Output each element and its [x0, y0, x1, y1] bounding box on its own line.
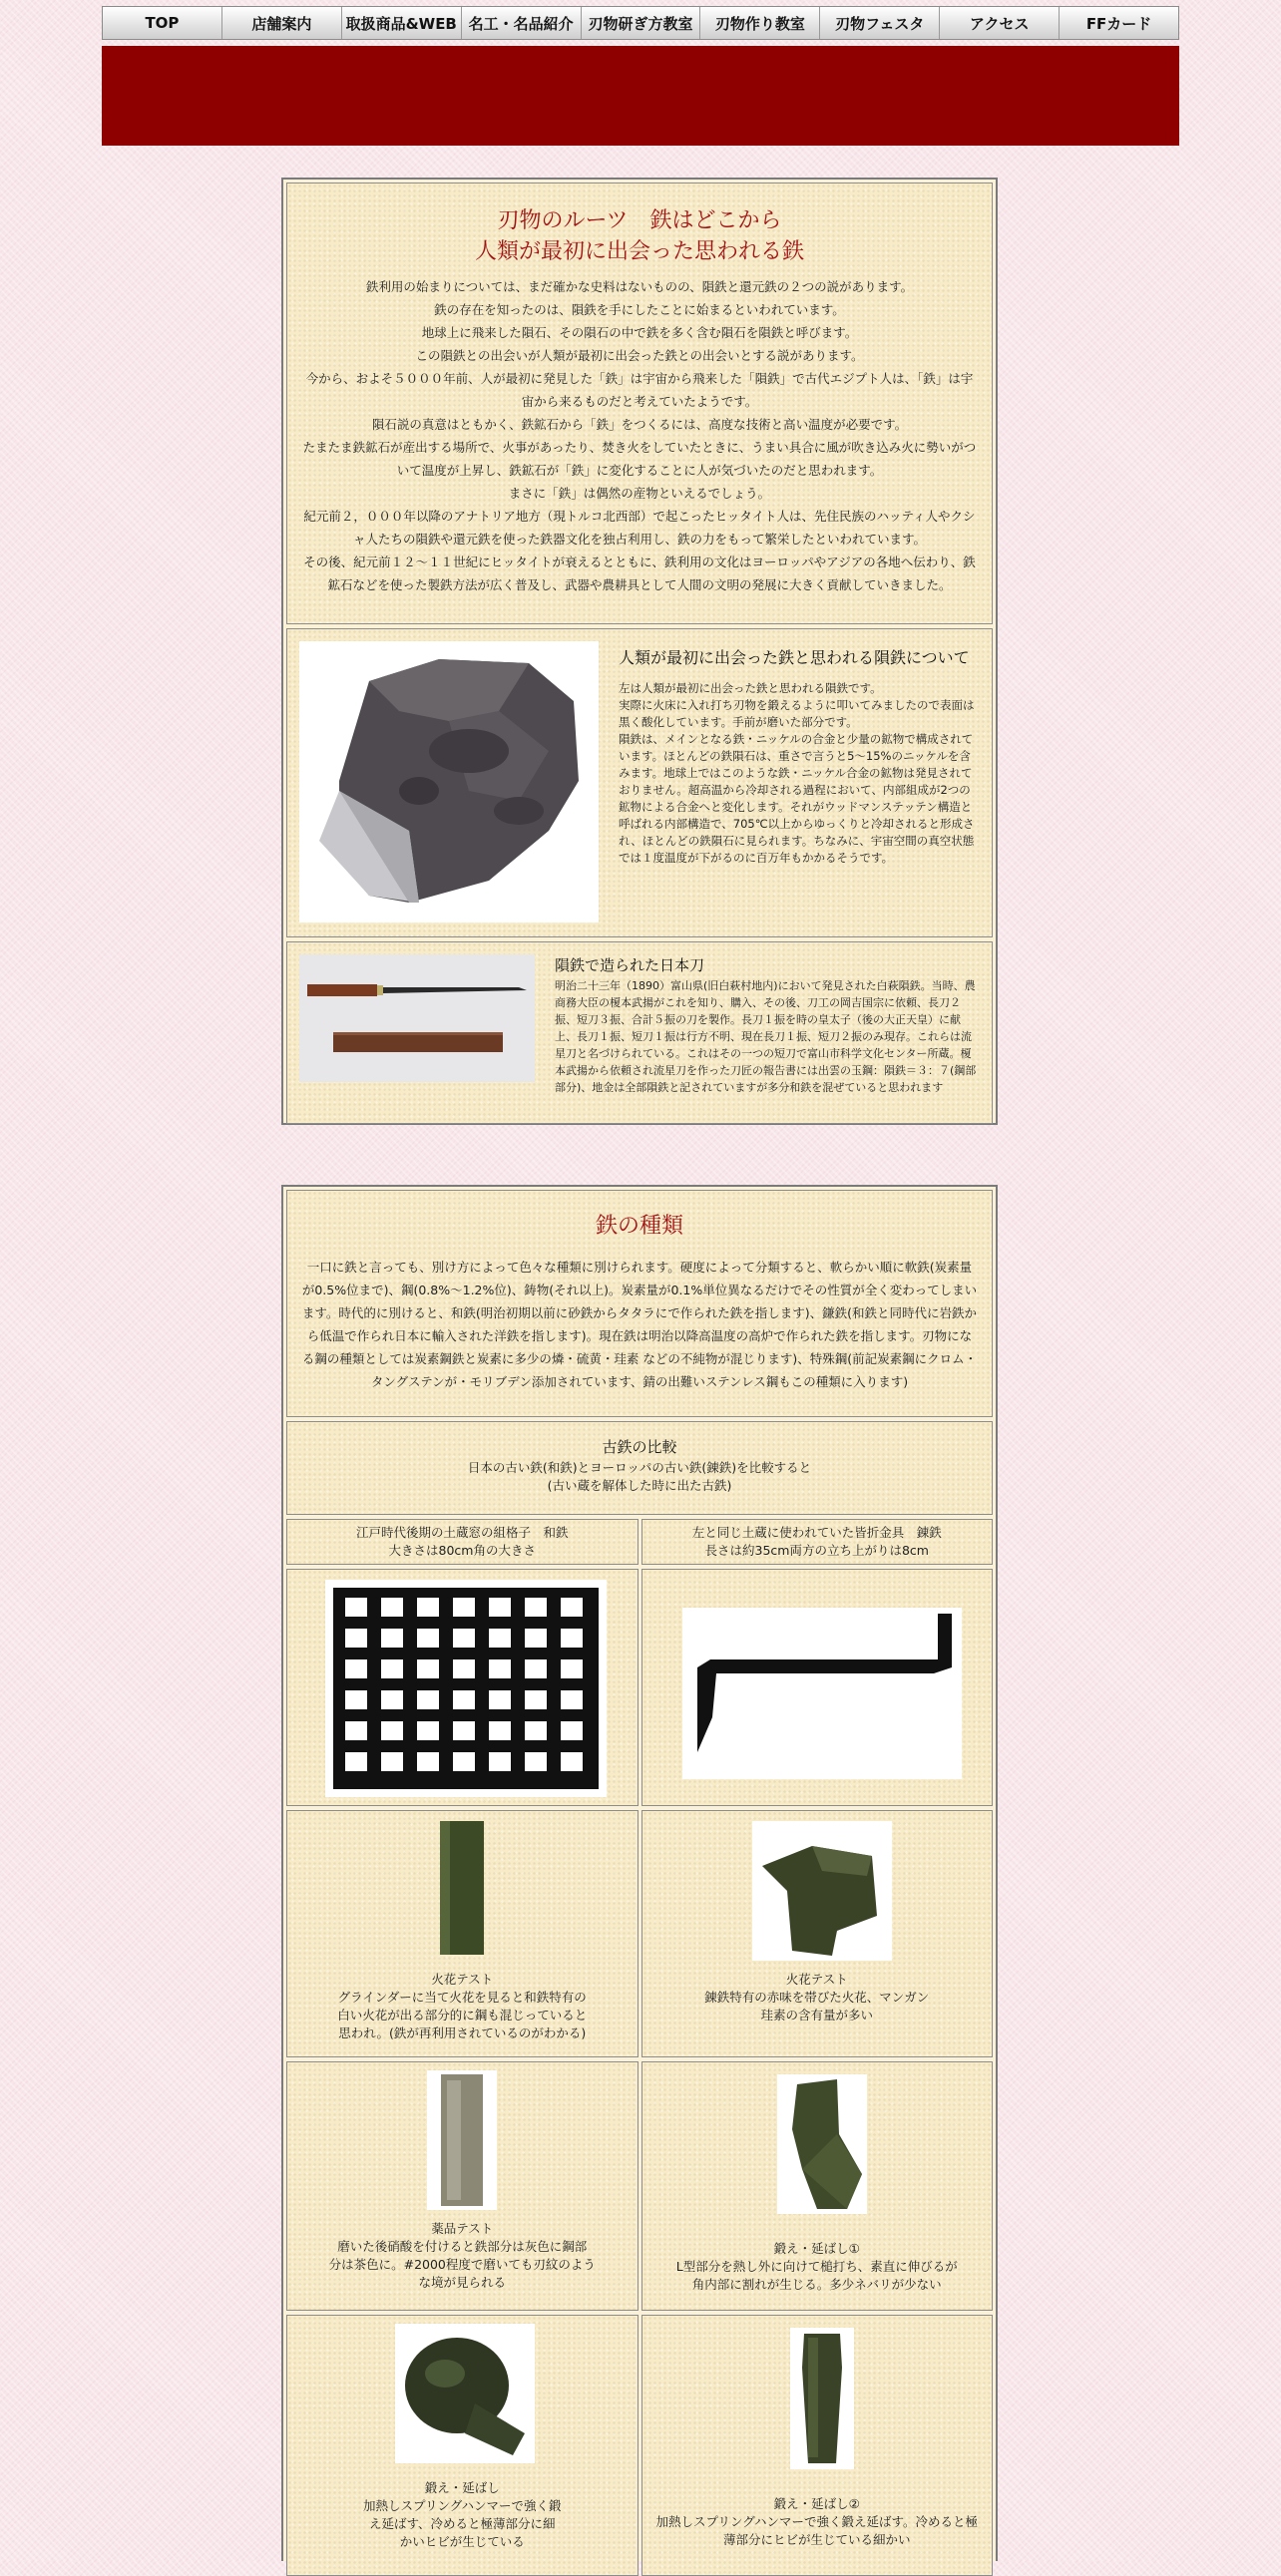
paragraph: 実際に火床に入れ打ち刃物を鍛えるように叩いてみましたので表面は黒く酸化しています。手前が磨いた部分です。: [619, 698, 975, 729]
nav-products-web[interactable]: 取扱商品&WEB: [342, 7, 462, 39]
nav-top[interactable]: TOP: [103, 7, 222, 39]
bracket-cell: [641, 1569, 994, 1806]
paragraph: 紀元前２，０００年以降のアナトリア地方（現トルコ北西部）で起こったヒッタイト人は、先住民族のハッティ人やクシャ人たちの隕鉄や還元鉄を使った鉄器文化を独占利用し、鉄の力をもって繁栄したといわれています。: [303, 509, 976, 547]
meteorite-row: [286, 628, 993, 937]
top-nav: [102, 6, 1179, 40]
right-column-header: [641, 1519, 994, 1565]
iron-types-intro: [286, 1190, 993, 1417]
compare-title: 古鉄の比較: [602, 1438, 677, 1456]
caption-line: 鍛え・延ばし: [424, 2480, 500, 2495]
nav-festa[interactable]: 刃物フェスタ: [820, 7, 940, 39]
bracket-photo: [682, 1608, 962, 1779]
spark-left-cell: [286, 1810, 639, 2057]
caption-line: 珪素の含有量が多い: [760, 2008, 873, 2023]
paragraph: 一口に鉄と言っても、別け方によって色々な種類に別けられます。硬度によって分類すると、軟らかい順に軟鉄(炭素量が0.5%位まで)、鋼(0.8%～1.2%位)、鋳物(それ以上)。炭素量が0.1%単位異なるだけでその性質が全く変わってしまいます。時代的に別けると、和鉄(明治初期以前に砂鉄からタタラにで作られた鉄を指します)、鎌鉄(和鉄と同時代に岩鉄から低温で作られ日本に輸入された洋鉄を指します)。現在鉄は明治以降高温度の高炉で作られた鉄を指します。刃物になる鋼の種類としては炭素鋼鉄と炭素に多少の燐・硫黄・珪素 などの不純物が混じります)、特殊鋼(前記炭素鋼にクロム・タングステンが・モリブデン添加されています、錆の出難いステンレス鋼もこの種類に入ります): [301, 1260, 978, 1389]
paragraph: 隕鉄は、メインとなる鉄・ニッケルの合金と少量の鉱物で構成されています。ほとんどの鉄隕石は、重さで言うと5～15%のニッケルを含みます。地球上ではこのような鉄・ニッケル合金の鉱物は発見されておりません。超高温から冷却される過程において、内部組成が2つの鉱物による合金へと変化します。それがウッドマンステッテン構造と呼ばれる内部構造で、705℃以上からゆっくりと冷却されると形成され、ほとんどの鉄隕石に見られます。ちなみに、宇宙空間の真空状態では１度温度が下がるのに百万年もかかるそうです。: [619, 732, 975, 865]
sword-photo: [299, 954, 535, 1082]
paragraph: この隕鉄との出会いが人類が最初に出会った鉄との出会いとする説があります。: [415, 348, 864, 363]
compare-subtitle: 日本の古い鉄(和鉄)とヨーロッパの古い鉄(錬鉄)を比較すると: [467, 1460, 812, 1475]
nav-access[interactable]: アクセス: [940, 7, 1060, 39]
caption-line: 薄部分にヒビが生じている細かい: [722, 2532, 911, 2547]
compare-header: [286, 1421, 993, 1515]
paragraph: 地球上に飛来した隕石、その隕石の中で鉄を多く含む隕石を隕鉄と呼びます。: [421, 325, 858, 340]
header-banner: [102, 46, 1179, 146]
header-line: 長さは約35cm両方の立ち上がりは8cm: [704, 1543, 929, 1558]
header-line: 江戸時代後期の土蔵窓の組格子 和鉄: [355, 1525, 569, 1540]
forge-right2-cell: [641, 2315, 994, 2576]
paragraph: 今から、およそ５０００年前、人が最初に発見した「鉄」は宇宙から飛来した「隕鉄」で古代エジプト人は、「鉄」は宇宙から来るものだと考えていたようです。: [305, 371, 974, 409]
section-title: 鉄の種類: [595, 1214, 683, 1239]
paragraph: 左は人類が最初に出会った鉄と思われる隕鉄です。: [619, 681, 882, 695]
sword-row: [286, 941, 993, 1124]
caption-line: L型部分を熱し外に向けて槌打ち、素直に伸びるが: [675, 2259, 958, 2274]
nav-store-info[interactable]: 店舗案内: [222, 7, 342, 39]
left-column-header: [286, 1519, 639, 1565]
header-line: 左と同じ土蔵に使われていた皆折金具 錬鉄: [691, 1525, 942, 1540]
column-headers: [286, 1519, 993, 1565]
chem-row: [286, 2061, 993, 2311]
iron-piece-photo: [752, 1821, 892, 1961]
polished-bar-photo: [427, 2070, 497, 2210]
caption-line: え延ばす、冷めると極薄部分に細: [368, 2516, 556, 2531]
caption-line: 鍛え・延ばし②: [773, 2496, 860, 2511]
caption-line: 磨いた後硝酸を付けると鉄部分は灰色に鋼部: [337, 2239, 588, 2254]
paragraph: たまたま鉄鉱石が産出する場所で、火事があったり、焚き火をしていたときに、うまい具合に風が吹き込み火に勢いがついて温度が上昇し、鉄鉱石が「鉄」に変化することに人が気づいたのだと思われます。: [302, 440, 977, 478]
caption-line: 薬品テスト: [431, 2221, 494, 2236]
nav-craftsmen[interactable]: 名工・名品紹介: [462, 7, 582, 39]
paragraph: 明治二十三年（1890）富山県(旧白萩村地内)において発見された白萩隕鉄。当時、農商務大臣の榎本武揚がこれを知り、購入、その後、刀工の岡吉国宗に依頼、長刀２振、短刀３振、合計５振の刀を製作。長刀１振を時の皇太子（後の大正天皇）に献上、長刀１振、短刀１振は行方不明、現在長刀１振、短刀２振のみ現存。これらは流星刀と名づけられている。これはその一つの短刀で富山市科学文化センター所蔵。榎本武揚から依頼され流星刀を作った刀匠の報告書には出雲の玉鋼：隕鉄＝３：７(鋼部部分)、地金は全部隕鉄と記されていますが多分和鉄を混ぜていると思われます: [555, 979, 977, 1094]
forge-left-cell: [286, 2315, 639, 2576]
lattice-row: [286, 1569, 993, 1806]
section-iron-types: [281, 1185, 998, 2561]
forge-right1-cell: [641, 2061, 994, 2311]
forge-row: [286, 2315, 993, 2576]
nav-sharpening-class[interactable]: 刃物研ぎ方教室: [582, 7, 701, 39]
spark-right-cell: [641, 1810, 994, 2057]
sword-description: [535, 954, 980, 1111]
chem-left-cell: [286, 2061, 639, 2311]
header-line: 大きさは80cm角の大きさ: [388, 1543, 536, 1558]
caption-line: 鍛え・延ばし①: [773, 2241, 860, 2256]
caption-line: 加熱しスプリングハンマーで強く鍛え延ばす。冷めると極: [655, 2514, 978, 2529]
caption-line: 思われ。(鉄が再利用されているのがわかる): [338, 2025, 587, 2040]
title-line-1: 刃物のルーツ 鉄はどこから: [497, 208, 782, 233]
nav-ff-card[interactable]: FFカード: [1085, 14, 1152, 33]
caption-line: 火花テスト: [431, 1972, 494, 1987]
meteorite-heading: 人類が最初に出会った鉄と思われる隕鉄について: [619, 648, 970, 667]
page-title: [301, 205, 978, 267]
roots-text: [301, 275, 978, 596]
paragraph: その後、紀元前１２～１１世紀にヒッタイトが衰えるとともに、鉄利用の文化はヨーロッパやアジアの各地へ伝わり、鉄鉱石などを使った製鉄方法が広く普及し、武器や農耕具として人間の文明の発展に大きく貢献していきました。: [303, 554, 976, 592]
nav-making-class[interactable]: 刃物作り教室: [700, 7, 820, 39]
flattened-bar-photo: [790, 2328, 854, 2469]
spark-row: [286, 1810, 993, 2057]
title-line-2: 人類が最初に出会った思われる鉄: [474, 239, 804, 264]
caption-line: な境が見られる: [418, 2275, 506, 2290]
paragraph: 隕石説の真意はともかく、鉄鉱石から「鉄」をつくるには、高度な技術と高い温度が必要です。: [371, 417, 908, 432]
caption-line: 加熱しスプリングハンマーで強く鍛: [362, 2498, 562, 2513]
paragraph: 鉄利用の始まりについては、まだ確かな史料はないものの、隕鉄と還元鉄の２つの説があります。: [365, 279, 914, 294]
lattice-photo: [325, 1580, 607, 1797]
caption-line: 分は茶色に。#2000程度で磨いても刃紋のよう: [328, 2257, 596, 2272]
paragraph: 鉄の存在を知ったのは、隕鉄を手にしたことに始まるといわれています。: [434, 302, 845, 317]
paragraph: まさに「鉄」は偶然の産物といえるでしょう。: [508, 486, 771, 501]
section-roots: [281, 178, 998, 1125]
meteorite-description: [599, 641, 980, 924]
hammered-piece-photo: [395, 2324, 535, 2463]
wrought-bar-photo: [432, 1819, 494, 1959]
caption-line: 白い火花が出る部分的に鋼も混じっていると: [337, 2008, 588, 2023]
meteorite-photo: [299, 641, 599, 922]
caption-line: 火花テスト: [785, 1972, 848, 1987]
caption-line: 角内部に割れが生じる。多少ネバリが少ない: [691, 2277, 942, 2292]
caption-line: グラインダーに当て火花を見ると和鉄特有の: [337, 1990, 587, 2005]
caption-line: 錬鉄特有の赤味を帯びた火花、マンガン: [704, 1990, 930, 2005]
caption-line: かいヒビが生じている: [399, 2534, 525, 2549]
compare-subtitle: (古い蔵を解体した時に出た古鉄): [547, 1478, 732, 1493]
lattice-cell: [286, 1569, 639, 1806]
roots-intro: [286, 183, 993, 624]
bent-piece-photo: [777, 2074, 867, 2214]
sword-heading: 隕鉄で造られた日本刀: [555, 956, 705, 974]
